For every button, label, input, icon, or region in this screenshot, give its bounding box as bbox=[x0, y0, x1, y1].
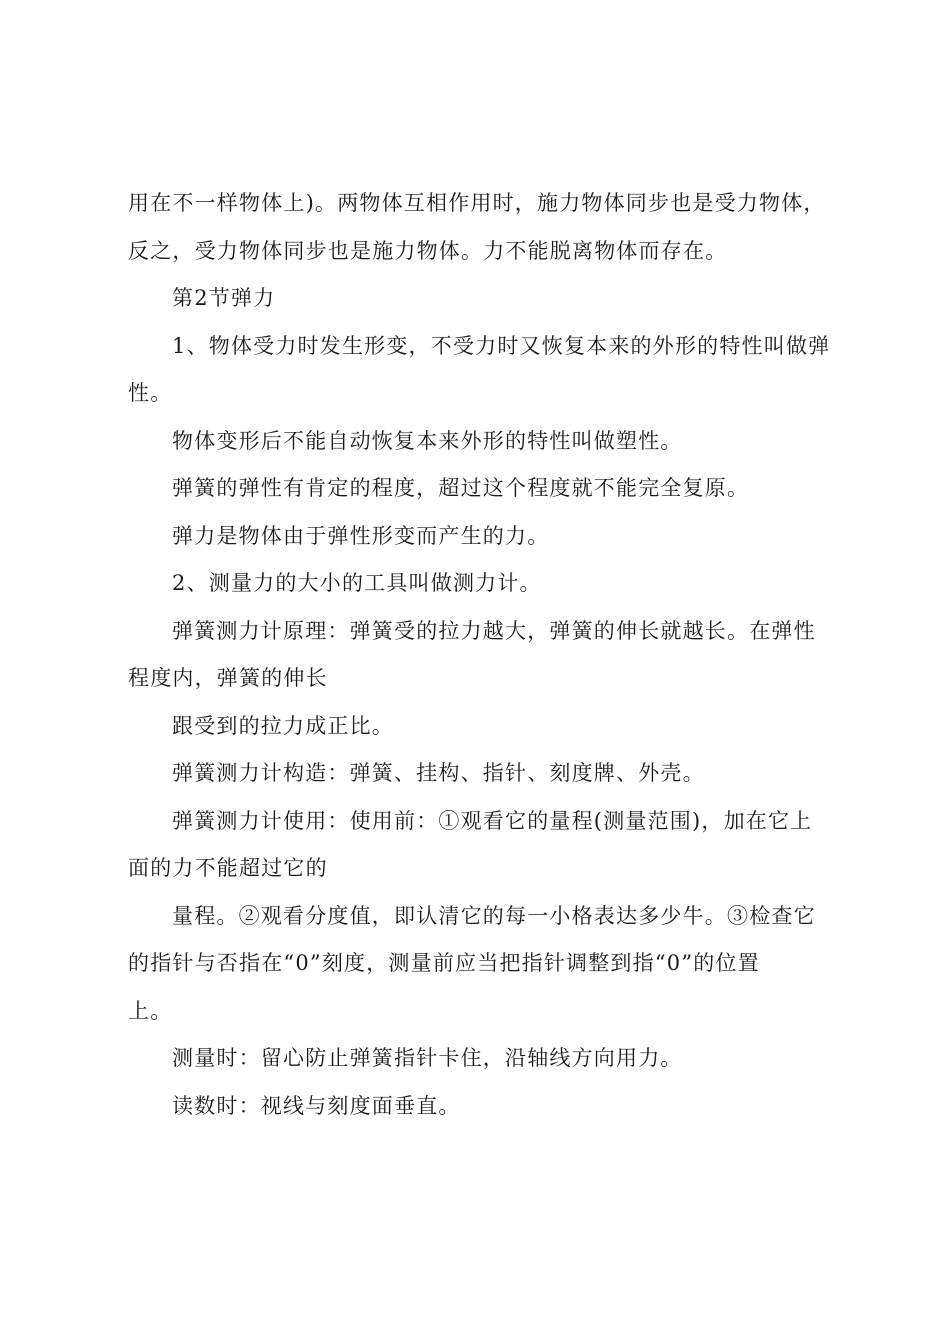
paragraph-line: 反之，受力物体同步也是施力物体。力不能脱离物体而存在。 bbox=[128, 238, 728, 263]
paragraph-line: 上。 bbox=[128, 998, 173, 1023]
section-heading: 第2节弹力 bbox=[172, 286, 276, 310]
paragraph-line: 弹簧测力计构造：弹簧、挂构、指针、刻度牌、外壳。 bbox=[172, 761, 705, 785]
document-body bbox=[128, 180, 832, 1130]
paragraph-line: 的指针与否指在“0”刻度，测量前应当把指针调整到指“0”的位置 bbox=[128, 951, 760, 975]
paragraph-line: 1、物体受力时发生形变，不受力时又恢复本来的外形的特性叫做弹 bbox=[172, 333, 831, 358]
paragraph-line: 物体变形后不能自动恢复本来外形的特性叫做塑性。 bbox=[172, 428, 683, 453]
paragraph-line: 程度内，弹簧的伸长 bbox=[128, 666, 328, 690]
paragraph-line: 弹簧测力计使用：使用前：①观看它的量程(测量范围)，加在它上 bbox=[172, 808, 813, 833]
paragraph-line: 跟受到的拉力成正比。 bbox=[172, 713, 394, 738]
paragraph-line: 面的力不能超过它的 bbox=[128, 856, 328, 880]
paragraph-line: 用在不一样物体上)。两物体互相作用时，施力物体同步也是受力物体， bbox=[128, 191, 826, 215]
paragraph-line: 弹簧测力计原理：弹簧受的拉力越大，弹簧的伸长就越长。在弹性 bbox=[172, 618, 816, 643]
paragraph-line: 读数时：视线与刻度面垂直。 bbox=[172, 1093, 461, 1118]
paragraph-line: 量程。②观看分度值，即认清它的每一小格表达多少牛。③检查它 bbox=[172, 903, 816, 928]
paragraph-line: 性。 bbox=[128, 381, 173, 405]
paragraph-line: 弹簧的弹性有肯定的程度，超过这个程度就不能完全复原。 bbox=[172, 476, 750, 500]
paragraph-line: 弹力是物体由于弹性形变而产生的力。 bbox=[172, 523, 550, 548]
paragraph-line: 2、测量力的大小的工具叫做测力计。 bbox=[172, 571, 542, 595]
paragraph-line: 测量时：留心防止弹簧指针卡住，沿轴线方向用力。 bbox=[172, 1046, 683, 1070]
